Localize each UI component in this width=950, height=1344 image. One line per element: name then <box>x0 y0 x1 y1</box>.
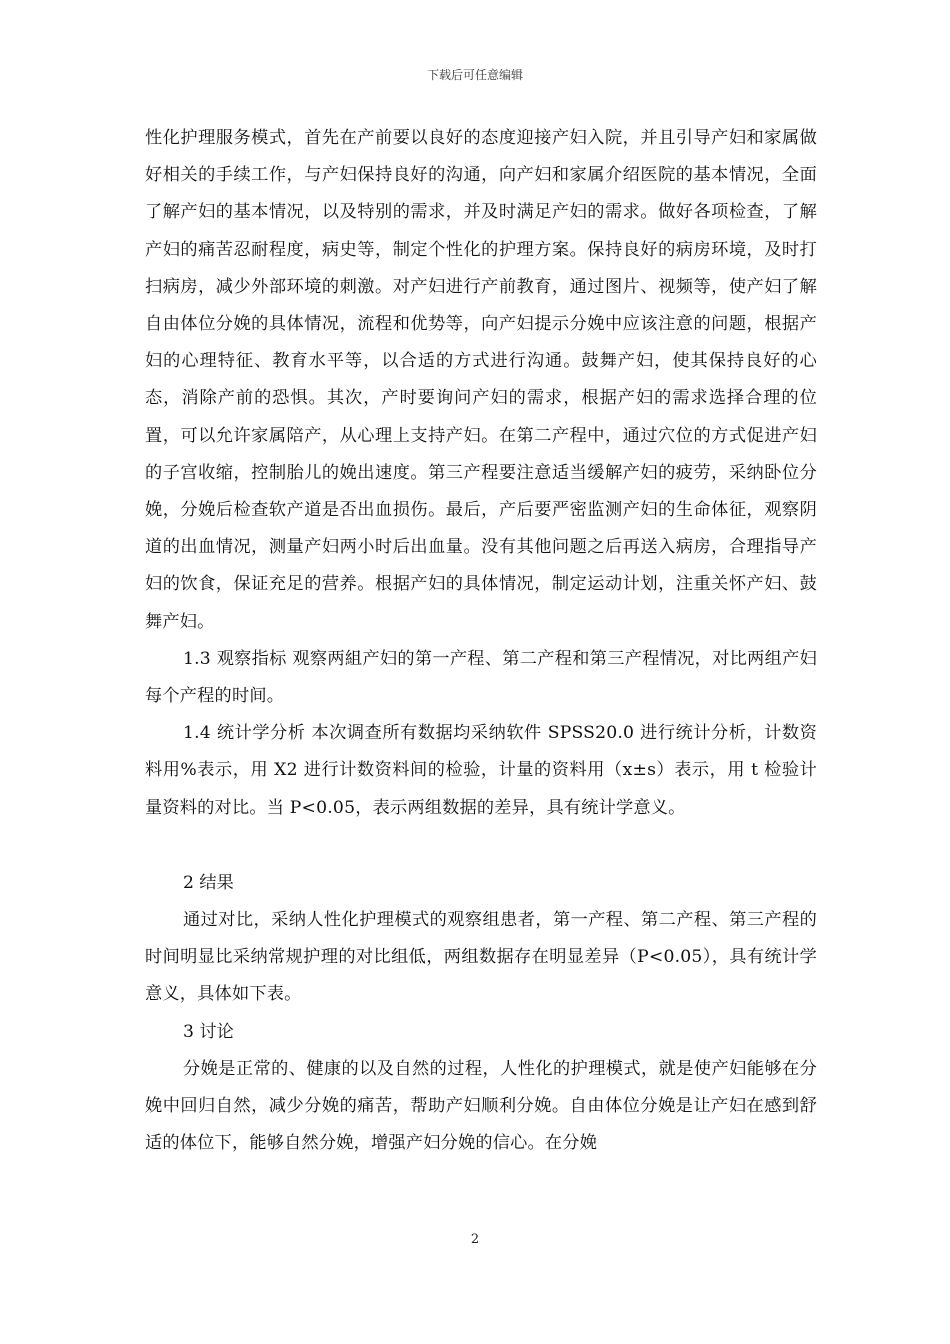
section-heading-discussion: 3 讨论 <box>183 1021 234 1042</box>
document-body <box>145 120 817 1162</box>
page-number: 2 <box>470 1232 480 1247</box>
section-heading-results: 2 结果 <box>183 872 234 893</box>
page-header: 下载后可任意编辑 <box>426 68 523 82</box>
paragraph-nursing-model: 性化护理服务模式，首先在产前要以良好的态度迎接产妇入院，并且引导产妇和家属做好相关的手续工作，与产妇保持良好的沟通，向产妇和家属介绍医院的基本情况，全面了解产妇的基本情况，以及特别的需求，并及时满足产妇的需求。做好各项检查，了解产妇的痛苦忍耐程度，病史等，制定个性化的护理方案。保持良好的病房环境，及时打扫病房，减少外部环境的刺激。对产妇进行产前教育，通过图片、视频等，使产妇了解自由体位分娩的具体情况，流程和优势等，向产妇提示分娩中应该注意的问题，根据产妇的心理特征、教育水平等，以合适的方式进行沟通。鼓舞产妇，使其保持良好的心态，消除产前的恐惧。其次，产时要询问产妇的需求，根据产妇的需求选择合理的位置，可以允许家属陪产，从心理上支持产妇。在第二产程中，通过穴位的方式促进产妇的子宫收缩，控制胎儿的娩出速度。第三产程要注意适当缓解产妇的疲劳，采纳卧位分娩，分娩后检查软产道是否出血损伤。最后，产后要严密监测产妇的生命体征，观察阴道的出血情况，测量产妇两小时后出血量。没有其他问题之后再送入病房，合理指导产妇的饮食，保证充足的营养。根据产妇的具体情况，制定运动计划，注重关怀产妇、鼓舞产妇。 <box>145 128 817 632</box>
paragraph-discussion: 分娩是正常的、健康的以及自然的过程，人性化的护理模式，就是使产妇能够在分娩中回归自然，减少分娩的痛苦，帮助产妇顺利分娩。自由体位分娩是让产妇在感到舒适的体位下，能够自然分娩，增强产妇分娩的信心。在分娩 <box>145 1058 817 1154</box>
paragraph-statistical-analysis: 1.4 统计学分析 本次调查所有数据均采纳软件 SPSS20.0 进行统计分析，计数资料用%表示，用 X2 进行计数资料间的检验，计量的资料用（x±s）表示，用 t 检验计量资料的对比。当 P<0.05，表示两组数据的差异，具有统计学意义。 <box>145 723 817 818</box>
paragraph-results: 通过对比，采纳人性化护理模式的观察组患者，第一产程、第二产程、第三产程的时间明显比采纳常规护理的对比组低，两组数据存在明显差异（P<0.05），具有统计学意义，具体如下表。 <box>145 910 817 1005</box>
paragraph-observation-index: 1.3 观察指标 观察两組产妇的第一产程、第二产程和第三产程情况，对比两组产妇每个产程的时间。 <box>145 648 817 707</box>
